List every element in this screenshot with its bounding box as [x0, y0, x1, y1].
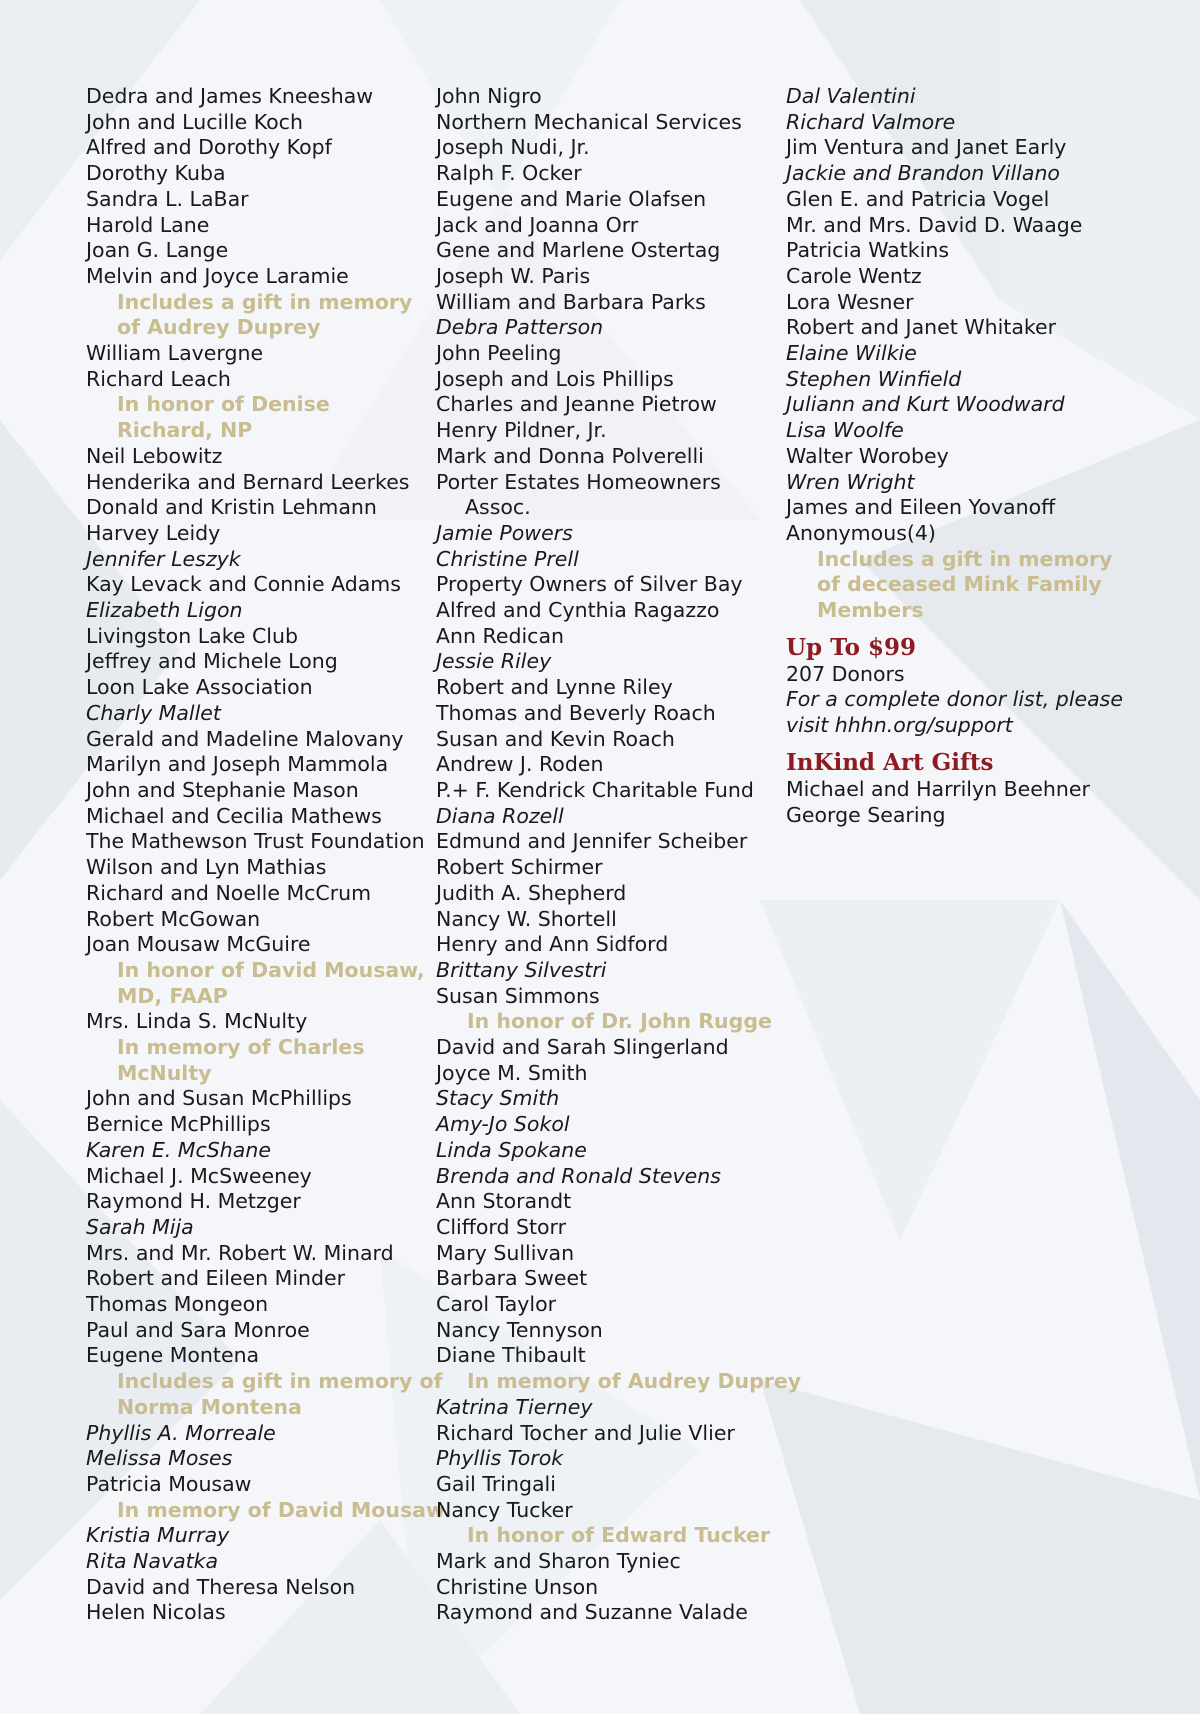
tribute-note: In honor of Dr. John Rugge	[467, 1009, 772, 1034]
donor-name: Christine Prell	[436, 546, 579, 571]
donor-name: Joan G. Lange	[86, 238, 229, 263]
donor-name: Stacy Smith	[436, 1086, 560, 1111]
tribute-note: Includes a gift in memory	[117, 289, 413, 314]
donor-name: Diana Rozell	[436, 803, 564, 828]
donor-name: Clifford Storr	[436, 1214, 567, 1239]
donor-name: Gerald and Madeline Malovany	[86, 726, 404, 751]
donor-name: Mark and Sharon Tyniec	[436, 1549, 681, 1574]
donor-name: Brenda and Ronald Stevens	[436, 1163, 721, 1188]
donor-name: John and Stephanie Mason	[86, 777, 359, 802]
tribute-note: McNulty	[117, 1060, 212, 1085]
tribute-note: Richard, NP	[117, 418, 253, 443]
donor-name: Richard Valmore	[786, 109, 956, 134]
donor-name: William and Barbara Parks	[436, 289, 706, 314]
donor-name: John Peeling	[436, 341, 562, 366]
donor-name: Susan Simmons	[436, 983, 600, 1008]
donor-name: Jeffrey and Michele Long	[86, 649, 338, 674]
donor-name: Wren Wright	[786, 469, 915, 494]
donor-name: Loon Lake Association	[86, 675, 313, 700]
donor-name: Jamie Powers	[436, 520, 573, 545]
donor-name: Joan Mousaw McGuire	[86, 932, 311, 957]
donor-name: Kay Levack and Connie Adams	[86, 572, 401, 597]
donor-name: Nancy W. Shortell	[436, 906, 617, 931]
tribute-note: In honor of Denise	[117, 392, 330, 417]
donor-name: Lora Wesner	[786, 289, 914, 314]
donor-name: Raymond and Suzanne Valade	[436, 1600, 748, 1625]
donor-name: Walter Worobey	[786, 443, 949, 468]
section-heading: Up To $99	[786, 633, 916, 661]
donor-name: Northern Mechanical Services	[436, 109, 742, 134]
tribute-note: Norma Montena	[117, 1394, 302, 1419]
donor-name: Ann Redican	[436, 623, 564, 648]
donor-name: Dedra and James Kneeshaw	[86, 84, 374, 108]
donor-name: Donald and Kristin Lehmann	[86, 495, 377, 520]
donor-name: Harold Lane	[86, 212, 210, 237]
donor-name-continued: Assoc.	[465, 495, 531, 520]
donor-name: Mary Sullivan	[436, 1240, 575, 1265]
donor-name: Raymond H. Metzger	[86, 1189, 301, 1214]
donor-name: Michael J. McSweeney	[86, 1163, 312, 1188]
donor-name: P.+ F. Kendrick Charitable Fund	[436, 777, 754, 802]
donor-name: Jackie and Brandon Villano	[786, 161, 1060, 186]
donor-name: Mrs. Linda S. McNulty	[86, 1009, 308, 1034]
donor-name: Patricia Mousaw	[86, 1471, 252, 1496]
donor-name: Charles and Jeanne Pietrow	[436, 392, 717, 417]
donor-name: Eugene and Marie Olafsen	[436, 186, 707, 211]
donor-name: Henry and Ann Sidford	[436, 932, 669, 957]
donor-name: Edmund and Jennifer Scheiber	[436, 829, 748, 854]
donor-column-2	[436, 84, 802, 1626]
donor-name: Robert and Lynne Riley	[436, 675, 673, 700]
tribute-note: of deceased Mink Family	[817, 572, 1102, 597]
donor-name: Jack and Joanna Orr	[436, 212, 639, 237]
tribute-note: MD, FAAP	[117, 983, 228, 1008]
donor-name: Property Owners of Silver Bay	[436, 572, 743, 597]
donor-name: Robert and Eileen Minder	[86, 1266, 346, 1291]
tribute-note: Includes a gift in memory of	[117, 1369, 443, 1394]
donor-name: Dal Valentini	[786, 84, 916, 108]
donor-name: Wilson and Lyn Mathias	[86, 855, 327, 880]
donor-name: Karen E. McShane	[86, 1137, 271, 1162]
donor-name: George Searing	[786, 802, 946, 827]
donor-name: Michael and Harrilyn Beehner	[786, 776, 1090, 801]
donor-name: John Nigro	[436, 84, 542, 108]
donor-name: Elaine Wilkie	[786, 341, 917, 366]
donor-name: Glen E. and Patricia Vogel	[786, 186, 1050, 211]
donor-name: Bernice McPhillips	[86, 1112, 271, 1137]
donor-name: Harvey Leidy	[86, 520, 221, 545]
donor-name: Joseph W. Paris	[436, 263, 591, 288]
donor-name: Nancy Tucker	[436, 1497, 573, 1522]
donor-name: William Lavergne	[86, 341, 264, 366]
donor-name: Richard and Noelle McCrum	[86, 880, 372, 905]
donor-column-3	[786, 84, 1186, 828]
donor-name: Gail Tringali	[436, 1471, 556, 1496]
donor-name: visit hhhn.org/support	[786, 713, 1013, 738]
donor-name: Joyce M. Smith	[436, 1060, 588, 1085]
donor-name: For a complete donor list, please	[786, 687, 1123, 712]
donor-name: Joseph and Lois Phillips	[436, 366, 674, 391]
tribute-note: Members	[817, 598, 924, 623]
donor-name: Livingston Lake Club	[86, 623, 298, 648]
donor-name: Henry Pildner, Jr.	[436, 418, 607, 443]
donor-name: David and Sarah Slingerland	[436, 1035, 729, 1060]
donor-name: Jennifer Leszyk	[86, 546, 241, 571]
donor-name: Lisa Woolfe	[786, 418, 904, 443]
donor-name: Robert McGowan	[86, 906, 261, 931]
donor-name: Sarah Mija	[86, 1214, 194, 1239]
donor-name: Stephen Winfield	[786, 366, 962, 391]
donor-name: Marilyn and Joseph Mammola	[86, 752, 389, 777]
donor-name: Ralph F. Ocker	[436, 161, 582, 186]
donor-name: Richard Leach	[86, 366, 231, 391]
donor-name: Phyllis A. Morreale	[86, 1420, 276, 1445]
donor-name: Dorothy Kuba	[86, 161, 226, 186]
donor-name: Henderika and Bernard Leerkes	[86, 469, 410, 494]
tribute-note: In memory of David Mousaw	[117, 1497, 445, 1522]
donor-name: Patricia Watkins	[786, 238, 950, 263]
donor-name: Robert and Janet Whitaker	[786, 315, 1057, 340]
donor-name: Charly Mallet	[86, 700, 221, 725]
donor-name: Michael and Cecilia Mathews	[86, 803, 382, 828]
donor-name: Anonymous(4)	[786, 520, 936, 545]
donor-name: Sandra L. LaBar	[86, 186, 249, 211]
tribute-note: In memory of Charles	[117, 1035, 365, 1060]
donor-name: Helen Nicolas	[86, 1600, 226, 1625]
donor-name: Christine Unson	[436, 1574, 599, 1599]
section-heading: InKind Art Gifts	[786, 748, 994, 776]
tribute-note: of Audrey Duprey	[117, 315, 321, 340]
tribute-note: Includes a gift in memory	[817, 546, 1113, 571]
donor-name: Judith A. Shepherd	[436, 880, 627, 905]
donor-name: Melvin and Joyce Laramie	[86, 263, 349, 288]
donor-name: Paul and Sara Monroe	[86, 1317, 310, 1342]
donor-name: Carol Taylor	[436, 1292, 557, 1317]
donor-column-1	[86, 84, 445, 1626]
donor-name: Jessie Riley	[436, 649, 552, 674]
donor-name: Mark and Donna Polverelli	[436, 443, 704, 468]
donor-name: John and Lucille Koch	[86, 109, 303, 134]
donor-name: Jim Ventura and Janet Early	[786, 135, 1067, 160]
donor-name: Carole Wentz	[786, 263, 922, 288]
donor-name: Richard Tocher and Julie Vlier	[436, 1420, 735, 1445]
donor-name: Rita Navatka	[86, 1549, 219, 1574]
donor-name: Diane Thibault	[436, 1343, 586, 1368]
donor-name: Ann Storandt	[436, 1189, 572, 1214]
donor-name: Porter Estates Homeowners	[436, 469, 721, 494]
donor-name: Robert Schirmer	[436, 855, 603, 880]
donor-name: Juliann and Kurt Woodward	[786, 392, 1065, 417]
donor-name: Joseph Nudi, Jr.	[436, 135, 590, 160]
donor-name: Nancy Tennyson	[436, 1317, 603, 1342]
donor-name: Debra Patterson	[436, 315, 604, 340]
donor-name: Alfred and Cynthia Ragazzo	[436, 598, 720, 623]
donor-name: Alfred and Dorothy Kopf	[86, 135, 332, 160]
tribute-note: In honor of Edward Tucker	[467, 1523, 771, 1548]
donor-name: Gene and Marlene Ostertag	[436, 238, 721, 263]
donor-name: Mrs. and Mr. Robert W. Minard	[86, 1240, 394, 1265]
donor-name: Thomas Mongeon	[86, 1292, 269, 1317]
donor-name: Barbara Sweet	[436, 1266, 588, 1291]
donor-name: Amy-Jo Sokol	[436, 1112, 570, 1137]
donor-name: David and Theresa Nelson	[86, 1574, 356, 1599]
donor-name: Melissa Moses	[86, 1446, 233, 1471]
donor-name: Susan and Kevin Roach	[436, 726, 675, 751]
donor-name: Eugene Montena	[86, 1343, 260, 1368]
tribute-note: In honor of David Mousaw,	[117, 957, 425, 982]
donor-name: The Mathewson Trust Foundation	[86, 829, 425, 854]
donor-name: Brittany Silvestri	[436, 957, 607, 982]
donor-name: Katrina Tierney	[436, 1394, 593, 1419]
tribute-note: In memory of Audrey Duprey	[467, 1369, 802, 1394]
donor-name: Kristia Murray	[86, 1523, 230, 1548]
donor-name: John and Susan McPhillips	[86, 1086, 352, 1111]
donor-name: Mr. and Mrs. David D. Waage	[786, 212, 1083, 237]
donor-name: 207 Donors	[786, 661, 905, 686]
donor-name: Phyllis Torok	[436, 1446, 564, 1471]
donor-name: Andrew J. Roden	[436, 752, 604, 777]
donor-name: James and Eileen Yovanoff	[786, 495, 1056, 520]
donor-name: Thomas and Beverly Roach	[436, 700, 716, 725]
donor-name: Linda Spokane	[436, 1137, 587, 1162]
donor-name: Neil Lebowitz	[86, 443, 223, 468]
donor-name: Elizabeth Ligon	[86, 598, 243, 623]
